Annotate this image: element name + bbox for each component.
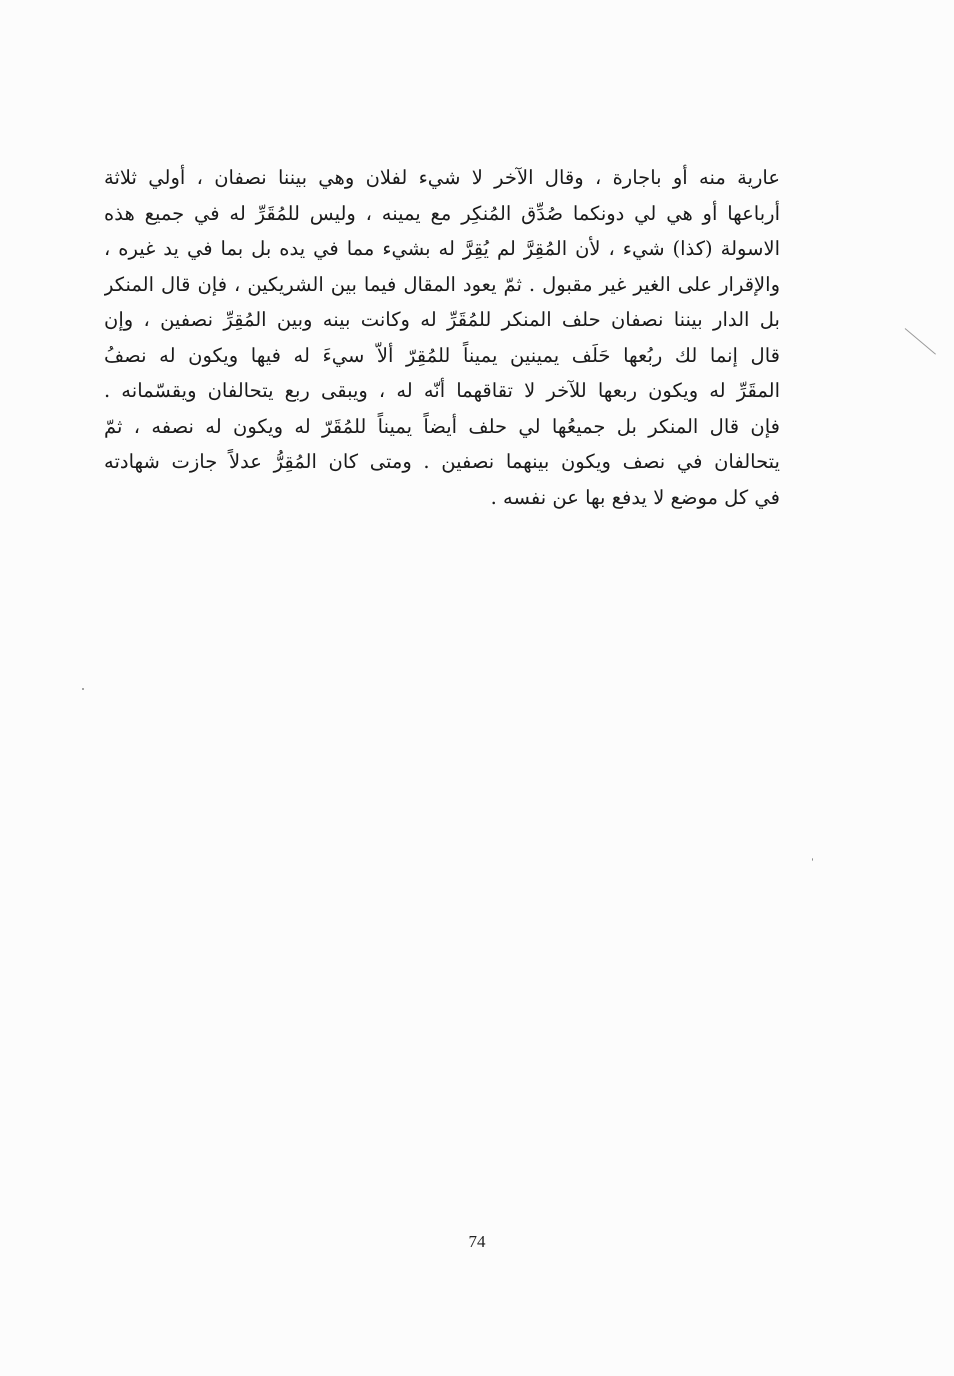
scan-artifact-dot — [82, 688, 84, 690]
text-line-2: أرباعها أو هي لي دونكما صُدِّق المُنكِر مع يمينه ، وليس للمُقَرِّ له في جميع هذه — [104, 201, 780, 225]
text-line-5: بل الدار بيننا نصفان حلف المنكر للمُقَرِّ له وكانت بينه وبين المُقِرِّ نصفين ، وإن — [104, 308, 780, 331]
scan-artifact-dot — [812, 858, 813, 861]
text-line-10: في كل موضع لا يدفع بها عن نفسه . — [490, 485, 780, 509]
text-line-8: فإن قال المنكر بل جميعُها لي حلف أيضاً يميناً للمُقَرّ له ويكون له نصفه ، ثمّ — [104, 414, 780, 438]
text-line-1: عارية منه أو باجارة ، وقال الآخر لا شيء لفلان وهي بيننا نصفان ، أولي ثلاثة — [104, 166, 780, 189]
text-line-6: قال إنما لك ربُعها حَلَف يمينين يميناً للمُقِرّ ألاّ سيءَ له فيها ويكون له نصفُ — [104, 343, 780, 367]
page-number: 74 — [468, 1232, 486, 1251]
scan-artifact-line — [905, 328, 936, 354]
body-text — [104, 160, 780, 515]
text-line-3: الاسولة (كذا) شيء ، لأن المُقِرَّ لم يُقِرَّ له بشيء مما في يده بل بما في يد غيره ، — [104, 237, 780, 260]
text-line-9: يتحالفان في نصف ويكون بينهما نصفين . ومتى كان المُقِرُّ عدلاً جازت شهادته — [104, 450, 780, 473]
text-line-7: المقَرِّ له ويكون ربعها للآخر لا تقاقهما أنّه له ، ويبقى ربع يتحالفان ويقسّمانه . — [104, 379, 780, 402]
text-line-4: والإقرار على الغير غير مقبول . ثمّ يعود المقال فيما بين الشريكين ، فإن قال المنكر — [104, 272, 780, 296]
